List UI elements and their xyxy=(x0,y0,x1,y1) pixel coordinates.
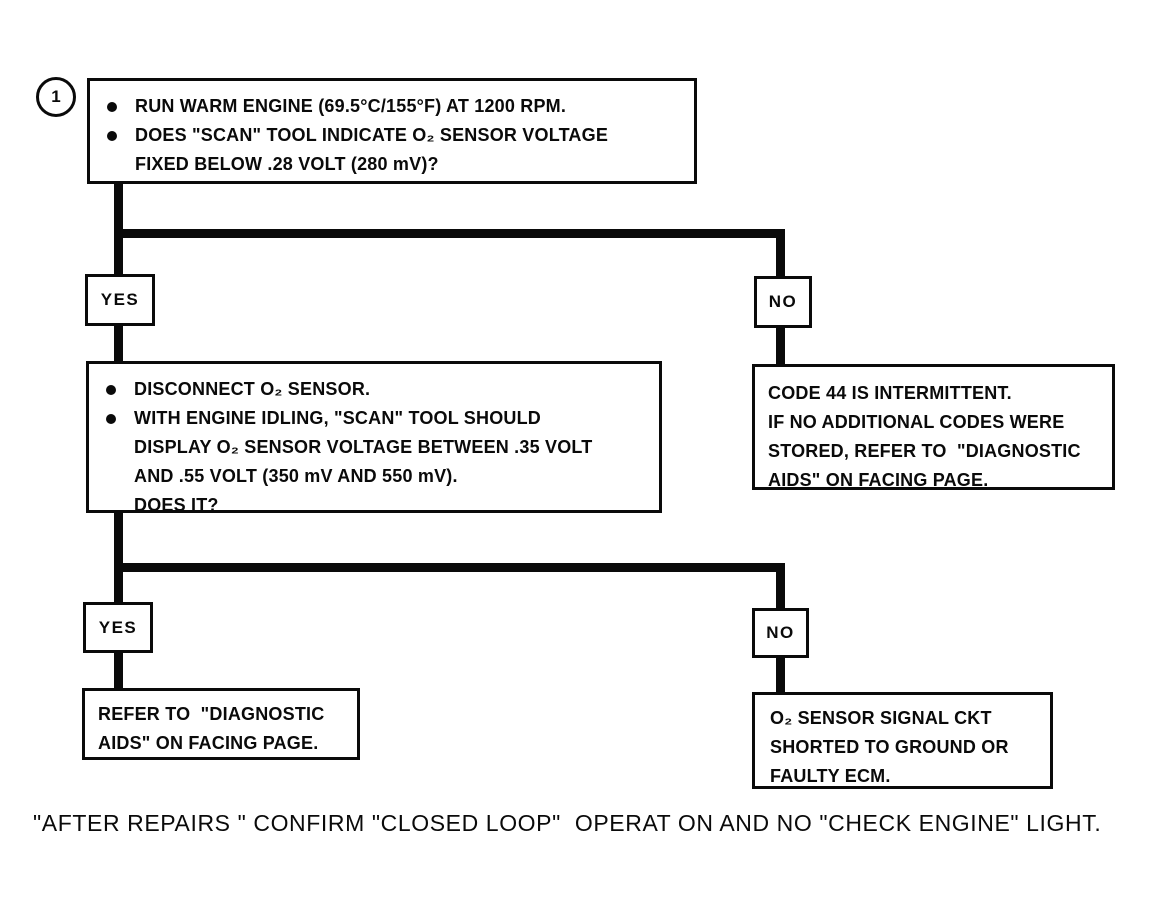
no-label-box-2 xyxy=(752,608,809,658)
connector-decision2-down xyxy=(114,510,123,605)
bullet-icon xyxy=(107,131,117,141)
outcome-box-intermittent xyxy=(752,364,1115,490)
decision-box-2 xyxy=(86,361,662,513)
decision2-item-1 xyxy=(106,375,651,404)
connector-no2-to-shorted xyxy=(776,655,785,695)
no-label: NO xyxy=(766,623,795,642)
bullet-icon xyxy=(106,385,116,395)
outcome-box-shorted-ecm xyxy=(752,692,1053,789)
outcome-box-diagnostic-aids xyxy=(82,688,360,760)
decision2-text-line: WITH ENGINE IDLING, "SCAN" TOOL SHOULD xyxy=(134,408,542,428)
decision2-text-line: DISPLAY O₂ SENSOR VOLTAGE BETWEEN .35 VOLT xyxy=(134,437,593,457)
connector-branch2-to-no xyxy=(776,563,785,611)
shorted-text-line: O₂ SENSOR SIGNAL CKT xyxy=(770,708,992,728)
connector-yes2-to-refer xyxy=(114,650,123,691)
yes-label: YES xyxy=(100,290,140,309)
decision1-text-line: RUN WARM ENGINE (69.5°C/155°F) AT 1200 RPM. xyxy=(135,96,567,116)
step-number: 1 xyxy=(51,87,61,106)
after-repairs-note: "AFTER REPAIRS " CONFIRM "CLOSED LOOP" OPERAT ON AND NO "CHECK ENGINE" LIGHT. xyxy=(33,810,1102,836)
connector-branch1-horizontal xyxy=(114,229,785,238)
connector-yes1-to-decision2 xyxy=(114,323,123,364)
bullet-icon xyxy=(107,102,117,112)
decision2-text-line: DOES IT? xyxy=(134,495,219,515)
diagnostic-aids-text-line: REFER TO "DIAGNOSTIC xyxy=(98,704,325,724)
yes-label: YES xyxy=(98,617,138,637)
decision2-item-2 xyxy=(106,404,651,520)
diagnostic-aids-text-line: AIDS" ON FACING PAGE. xyxy=(98,733,319,753)
connector-branch1-to-no xyxy=(776,229,785,279)
yes-label-box-2 xyxy=(83,602,153,653)
decision1-text-line: FIXED BELOW .28 VOLT (280 mV)? xyxy=(135,154,439,174)
shorted-text-line: SHORTED TO GROUND OR xyxy=(770,737,1009,757)
intermittent-text-line: STORED, REFER TO "DIAGNOSTIC xyxy=(768,441,1081,461)
intermittent-text-line: IF NO ADDITIONAL CODES WERE xyxy=(768,412,1065,432)
yes-label-box-1 xyxy=(85,274,155,326)
no-label-box-1 xyxy=(754,276,812,328)
decision2-text-line: DISCONNECT O₂ SENSOR. xyxy=(134,379,371,399)
bullet-icon xyxy=(106,414,116,424)
intermittent-text-line: AIDS" ON FACING PAGE. xyxy=(768,470,989,490)
step-number-circle xyxy=(36,77,76,117)
decision1-text-line: DOES "SCAN" TOOL INDICATE O₂ SENSOR VOLTAGE xyxy=(135,125,609,145)
shorted-text-line: FAULTY ECM. xyxy=(770,766,891,786)
connector-no1-to-intermittent xyxy=(776,325,785,367)
no-label: NO xyxy=(768,292,798,311)
decision2-text-line: AND .55 VOLT (350 mV AND 550 mV). xyxy=(134,466,458,486)
intermittent-text-line: CODE 44 IS INTERMITTENT. xyxy=(768,383,1012,403)
decision-box-1 xyxy=(87,78,697,184)
decision1-item-1 xyxy=(107,92,686,121)
connector-branch2-horizontal xyxy=(114,563,785,572)
decision1-item-2 xyxy=(107,121,686,179)
